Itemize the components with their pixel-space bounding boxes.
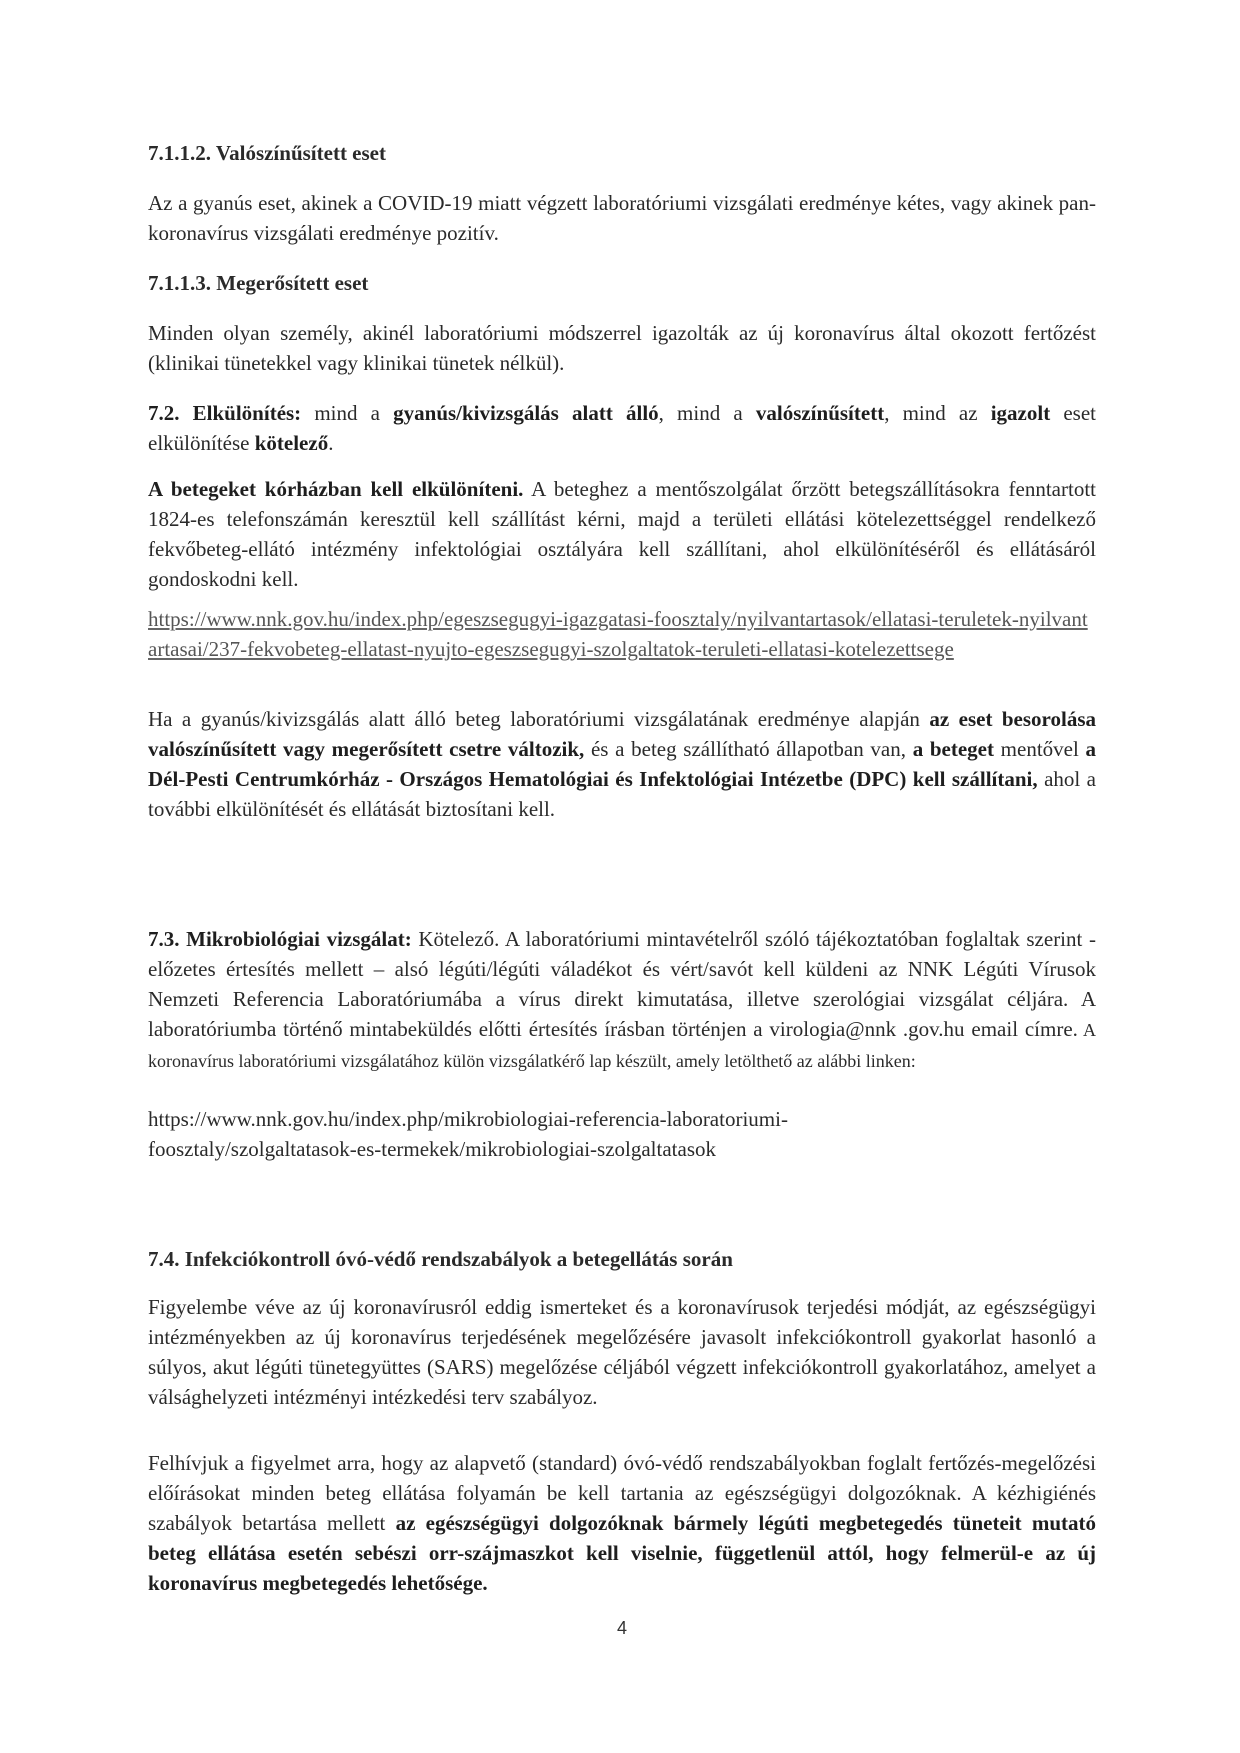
url-mikrobiologia-line1: https://www.nnk.gov.hu/index.php/mikrobiologiai-referencia-laboratoriumi- <box>148 1107 788 1131</box>
paragraph-dpc-transfer: Ha a gyanús/kivizsgálás alatt álló beteg laboratóriumi vizsgálatának eredménye alapján az eset besorolása valószínűsített vagy megerősített csetre változik, és a beteg szállítható állapotban van, a beteget mentővel a Dél-Pesti Centrumkórház - Országos Hematológiai és Infektológiai Intézetbe (DPC) kell szállítani, ahol a további elkülönítését és ellátását biztosítani kell. <box>148 707 1097 821</box>
link-ellatasi-teruletek[interactable]: https://www.nnk.gov.hu/index.php/egeszsegugyi-igazgatasi-foosztaly/nyilvantartasok/ellatasi-teruletek-nyilvantartasai/237-fekvobeteg-ellatast-nyujto-egeszsegugyi-szolgaltatok-teruleti-ellatasi-kotelezettsege <box>148 607 1088 661</box>
paragraph-7-1-1-2: Az a gyanús eset, akinek a COVID-19 miatt végzett laboratóriumi vizsgálati eredménye kétes, vagy akinek pan-koronavírus vizsgálati eredménye pozitív. <box>148 191 1096 245</box>
paragraph-7-4-mask-requirement: Felhívjuk a figyelmet arra, hogy az alapvető (standard) óvó-védő rendszabályokban foglalt fertőzés-megelőzési előírásokat minden beteg ellátása folyamán be kell tartania az egészségügyi dolgozóknak. A kézhigiénés szabályok betartása mellett az egészségügyi dolgozóknak bármely légúti megbetegedés tüneteit mutató beteg ellátása esetén sebészi orr-szájmaszkot kell viselnie, függetlenül attól, hogy felmerül-e az új koronavírus megbetegedés lehetősége. <box>148 1451 1096 1595</box>
paragraph-7-1-1-3: Minden olyan személy, akinél laboratóriumi módszerrel igazolták az új koronavírus által okozott fertőzést (klinikai tünetekkel vagy klinikai tünetek nélkül). <box>148 321 1096 375</box>
section-label-7-3: 7.3. Mikrobiológiai vizsgálat: <box>148 927 412 951</box>
heading-7-1-1-2: 7.1.1.2. Valószínűsített eset <box>148 141 386 165</box>
section-label-7-2: 7.2. Elkülönítés: <box>148 401 302 425</box>
paragraph-7-3-microbiology: 7.3. Mikrobiológiai vizsgálat: Kötelező. A laboratóriumi mintavételről szóló tájékoztatóban foglaltak szerint - előzetes értesítés mellett – alsó légúti/légúti váladékot és vért/savót kell küldeni az NNK Légúti Vírusok Nemzeti Referencia Laboratóriumába a vírus direkt kimutatása, illetve szerológiai vizsgálat céljára. A laboratóriumba történő mintabeküldés előtti értesítés írásban történjen a virologia@nnk .gov.hu email címre. A koronavírus laboratóriumi vizsgálatához külön vizsgálatkérő lap készült, amely letölthető az alábbi linken: <box>148 927 1096 1071</box>
heading-7-1-1-3: 7.1.1.3. Megerősített eset <box>148 271 369 295</box>
page-number: 4 <box>616 1618 627 1638</box>
paragraph-hospital-isolation: A betegeket kórházban kell elkülöníteni. A beteghez a mentőszolgálat őrzött betegszállításokra fenntartott 1824-es telefonszámán keresztül kell szállítást kérni, majd a területi ellátási kötelezettséggel rendelkező fekvőbeteg-ellátó intézmény infektológiai osztályára kell szállítani, ahol elkülönítéséről és ellátásáról gondoskodni kell. <box>148 477 1096 591</box>
paragraph-7-4-infection-control: Figyelembe véve az új koronavírusról eddig ismerteket és a koronavírusok terjedési módját, az egészségügyi intézményekben az új koronavírus terjedésének megelőzésére javasolt infekciókontroll gyakorlat hasonló a súlyos, akut légúti tünetegyüttes (SARS) megelőzése céljából végzett infekciókontroll gyakorlatához, amelyet a válsághelyzeti intézményi intézkedési terv szabályoz. <box>148 1295 1096 1409</box>
url-mikrobiologia-line2: foosztaly/szolgaltatasok-es-termekek/mikrobiologiai-szolgaltatasok <box>148 1137 716 1161</box>
heading-7-4: 7.4. Infekciókontroll óvó-védő rendszabályok a betegellátás során <box>148 1247 733 1271</box>
paragraph-7-2-isolation: 7.2. Elkülönítés: mind a gyanús/kivizsgálás alatt álló, mind a valószínűsített, mind az igazolt eset elkülönítése kötelező. <box>148 401 1097 455</box>
